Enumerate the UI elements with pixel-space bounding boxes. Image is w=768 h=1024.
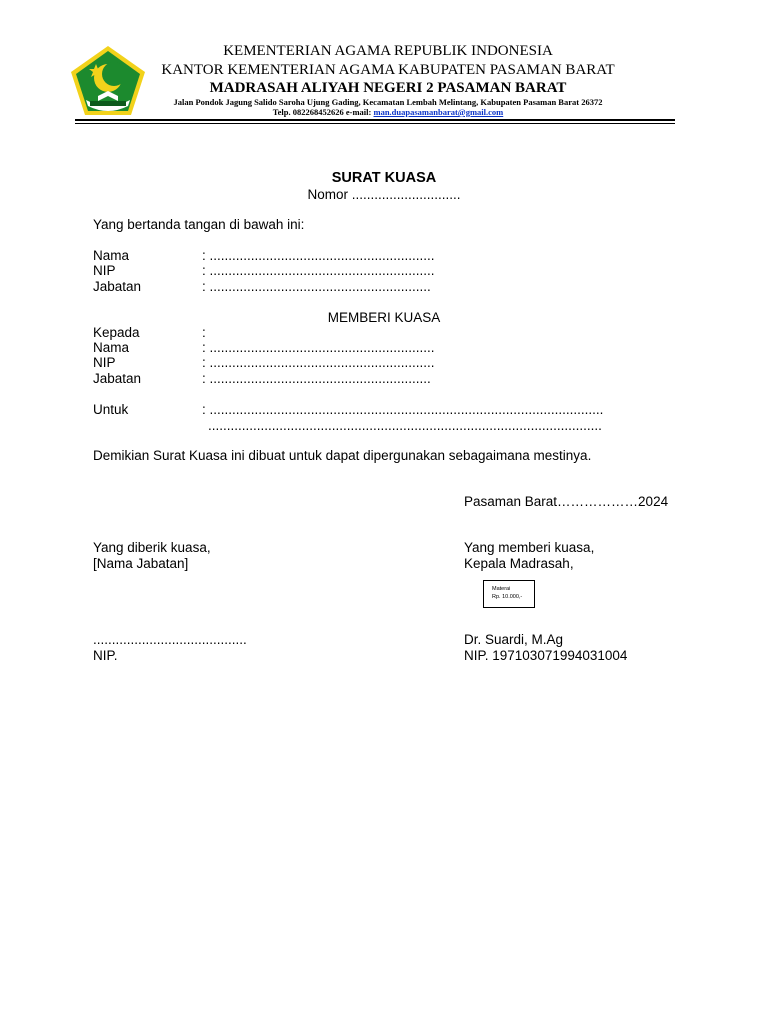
right-sign-name: Dr. Suardi, M.Ag (464, 632, 564, 647)
closing-text: Demikian Surat Kuasa ini dibuat untuk dapat dipergunakan sebagaimana mestinya. (93, 448, 592, 463)
email-link[interactable]: man.duapasamanbarat@gmail.com (373, 107, 504, 117)
receiver-nip-label: NIP (93, 355, 116, 370)
receiver-name-value: : ............................................................ (202, 340, 435, 355)
untuk-line-2: ......................................................................................................... (208, 418, 602, 433)
receiver-jabatan-value: : ........................................................... (202, 371, 431, 386)
giver-name-value: : ............................................................ (202, 248, 435, 263)
untuk-label: Untuk (93, 402, 129, 417)
giver-jabatan-label: Jabatan (93, 279, 142, 294)
document-title: SURAT KUASA (331, 170, 437, 186)
left-sign-name: ......................................... (93, 632, 247, 647)
materai-value: Rp. 10.000,- (492, 594, 523, 600)
memberi-kuasa-heading: MEMBERI KUASA (327, 310, 441, 325)
right-sign-line1: Yang memberi kuasa, (464, 540, 595, 555)
header-phone: Telp. 082268452626 e-mail: (272, 107, 372, 117)
right-sign-line2: Kepala Madrasah, (464, 556, 574, 571)
left-sign-nip: NIP. (93, 648, 118, 663)
intro-text: Yang bertanda tangan di bawah ini: (93, 217, 305, 232)
header-contact (128, 107, 648, 117)
header-rule-thick (75, 119, 675, 121)
untuk-line-1: : ......................................................................................................... (202, 402, 604, 417)
left-sign-line1: Yang diberik kuasa, (93, 540, 211, 555)
header-office: KANTOR KEMENTERIAN AGAMA KABUPATEN PASAMAN BARAT (161, 62, 615, 78)
header-ministry: KEMENTERIAN AGAMA REPUBLIK INDONESIA (223, 43, 553, 59)
header-rule-thin (75, 123, 675, 124)
receiver-nip-value: : ............................................................ (202, 355, 435, 370)
header-school: MADRASAH ALIYAH NEGERI 2 PASAMAN BARAT (209, 80, 567, 96)
giver-jabatan-value: : ........................................................... (202, 279, 431, 294)
receiver-name-label: Nama (93, 340, 130, 355)
left-sign-line2: [Nama Jabatan] (93, 556, 189, 571)
place-date: Pasaman Barat………………2024 (464, 494, 669, 509)
receiver-kepada-value: : (202, 325, 206, 340)
document-number: Nomor ............................. (307, 187, 461, 202)
receiver-jabatan-label: Jabatan (93, 371, 142, 386)
materai-label: Materai (492, 586, 511, 592)
giver-nip-value: : ............................................................ (202, 263, 435, 278)
materai-stamp-box (483, 580, 535, 608)
giver-nip-label: NIP (93, 263, 116, 278)
giver-name-label: Nama (93, 248, 130, 263)
header-address: Jalan Pondok Jagung Salido Saroha Ujung Gading, Kecamatan Lembah Melintang, Kabupaten Pasaman Barat 26372 (173, 97, 603, 107)
right-sign-nip: NIP. 197103071994031004 (464, 648, 628, 663)
receiver-kepada-label: Kepada (93, 325, 140, 340)
